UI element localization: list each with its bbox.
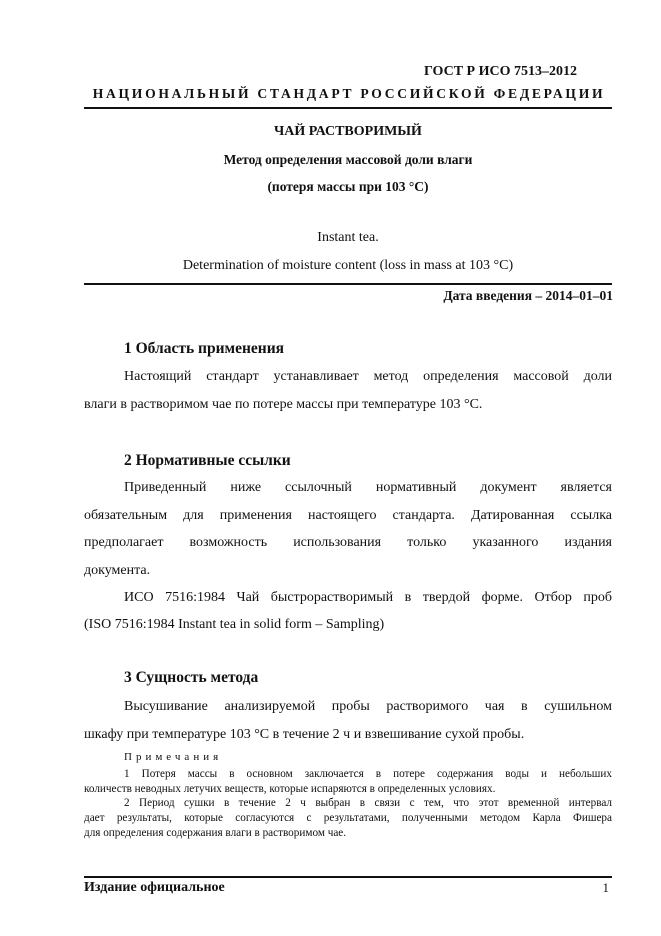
standard-code: ГОСТ Р ИСО 7513–2012	[423, 64, 577, 79]
title-divider	[84, 283, 612, 285]
edition-label: Издание официальное	[84, 880, 225, 895]
page-number: 1	[602, 880, 609, 895]
english-title-line2: Determination of moisture content (loss in mass at 103 °C)	[182, 258, 514, 273]
document-title: ЧАЙ РАСТВОРИМЫЙ	[274, 124, 422, 139]
section-2-heading: 2 Нормативные ссылки	[124, 452, 291, 469]
note-line: для определения содержания влаги в растворимом чае.	[84, 827, 347, 839]
footer-divider	[84, 876, 612, 878]
notes-label: Примечания	[124, 751, 223, 763]
note-line: 2 Период сушки в течение 2 ч выбран в связи с тем, что этот временной интервал	[124, 797, 612, 809]
section-2-line: (ISO 7516:1984 Instant tea in solid form – Sampling)	[84, 617, 385, 632]
english-title-line1: Instant tea.	[317, 230, 379, 245]
section-1-line: влаги в растворимом чае по потере массы при температуре 103 °С.	[84, 397, 483, 412]
national-standard-title: НАЦИОНАЛЬНЫЙ СТАНДАРТ РОССИЙСКОЙ ФЕДЕРАЦИИ	[92, 86, 606, 101]
document-subtitle-line2: (потеря массы при 103 °С)	[267, 179, 429, 194]
note-line: 1 Потеря массы в основном заключается в потере содержания воды и небольших	[124, 768, 612, 780]
section-3-heading: 3 Сущность метода	[124, 669, 259, 686]
section-2-line: ИСО 7516:1984 Чай быстрорастворимый в твердой форме. Отбор проб	[124, 590, 612, 605]
section-2-line: Приведенный ниже ссылочный нормативный документ является	[124, 480, 612, 495]
note-line: дает результаты, которые согласуются с результатами, полученными методом Карла Фишера	[84, 812, 612, 824]
document-subtitle-line1: Метод определения массовой доли влаги	[223, 152, 473, 167]
section-2-line: документа.	[84, 563, 151, 578]
header-divider	[84, 107, 612, 109]
section-3-line: Высушивание анализируемой пробы растворимого чая в сушильном	[124, 699, 612, 714]
section-2-line: обязательным для применения настоящего стандарта. Датированная ссылка	[84, 508, 612, 523]
section-1-line: Настоящий стандарт устанавливает метод определения массовой доли	[124, 369, 612, 384]
note-line: количеств неводных летучих веществ, которые испаряются в определенных условиях.	[84, 783, 496, 795]
section-3-line: шкафу при температуре 103 °С в течение 2 ч и взвешивание сухой пробы.	[84, 727, 525, 742]
introduction-date: Дата введения – 2014–01–01	[443, 288, 613, 303]
section-1-heading: 1 Область применения	[124, 340, 285, 357]
section-2-line: предполагает возможность использования только указанного издания	[84, 535, 612, 550]
